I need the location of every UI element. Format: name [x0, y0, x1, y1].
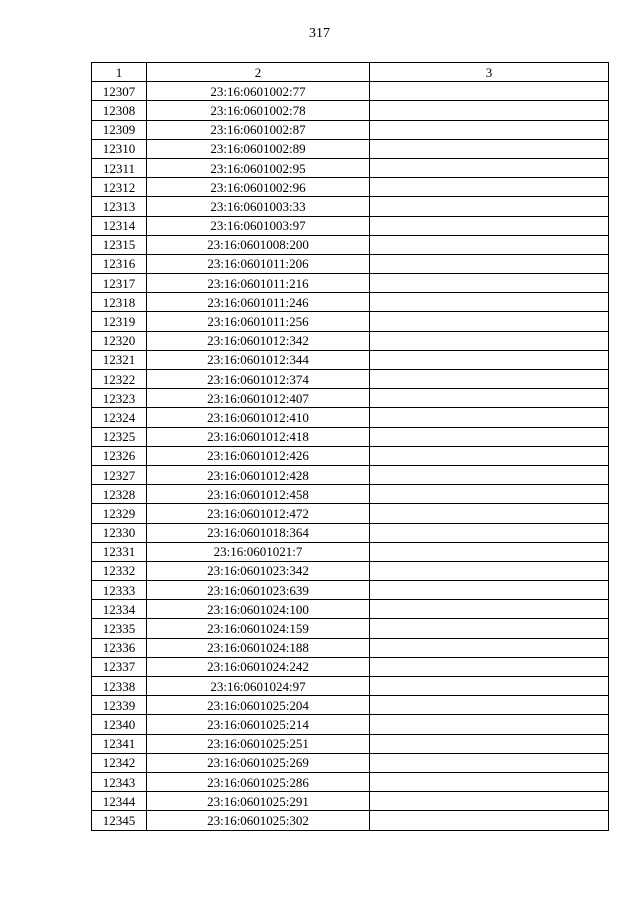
row-number-cell: 12339	[92, 696, 147, 715]
cadastral-number-cell: 23:16:0601012:418	[147, 427, 370, 446]
note-cell	[370, 254, 609, 273]
row-number-cell: 12328	[92, 485, 147, 504]
note-cell	[370, 446, 609, 465]
row-number-cell: 12312	[92, 178, 147, 197]
table-row	[92, 389, 609, 408]
note-cell	[370, 235, 609, 254]
row-number-cell: 12334	[92, 600, 147, 619]
column-header-3: 3	[370, 63, 609, 82]
row-number-cell: 12335	[92, 619, 147, 638]
note-cell	[370, 178, 609, 197]
table-row	[92, 235, 609, 254]
note-cell	[370, 101, 609, 120]
note-cell	[370, 197, 609, 216]
cadastral-number-cell: 23:16:0601024:159	[147, 619, 370, 638]
table-row	[92, 408, 609, 427]
registry-table	[91, 62, 609, 831]
table-row	[92, 542, 609, 561]
note-cell	[370, 792, 609, 811]
cadastral-number-cell: 23:16:0601012:410	[147, 408, 370, 427]
row-number-cell: 12326	[92, 446, 147, 465]
cadastral-number-cell: 23:16:0601024:242	[147, 657, 370, 676]
table-row	[92, 139, 609, 158]
note-cell	[370, 216, 609, 235]
note-cell	[370, 331, 609, 350]
table-row	[92, 753, 609, 772]
table-row	[92, 101, 609, 120]
note-cell	[370, 772, 609, 791]
row-number-cell: 12336	[92, 638, 147, 657]
row-number-cell: 12337	[92, 657, 147, 676]
row-number-cell: 12308	[92, 101, 147, 120]
table-row	[92, 485, 609, 504]
note-cell	[370, 139, 609, 158]
row-number-cell: 12342	[92, 753, 147, 772]
note-cell	[370, 677, 609, 696]
row-number-cell: 12322	[92, 370, 147, 389]
table-row	[92, 561, 609, 580]
table-row	[92, 293, 609, 312]
note-cell	[370, 715, 609, 734]
table-body	[92, 82, 609, 830]
table-row	[92, 158, 609, 177]
note-cell	[370, 811, 609, 830]
table-row	[92, 82, 609, 101]
table-row	[92, 331, 609, 350]
note-cell	[370, 696, 609, 715]
cadastral-number-cell: 23:16:0601018:364	[147, 523, 370, 542]
row-number-cell: 12315	[92, 235, 147, 254]
cadastral-number-cell: 23:16:0601002:95	[147, 158, 370, 177]
cadastral-number-cell: 23:16:0601025:302	[147, 811, 370, 830]
note-cell	[370, 485, 609, 504]
cadastral-number-cell: 23:16:0601012:426	[147, 446, 370, 465]
row-number-cell: 12318	[92, 293, 147, 312]
cadastral-number-cell: 23:16:0601012:342	[147, 331, 370, 350]
cadastral-number-cell: 23:16:0601025:291	[147, 792, 370, 811]
row-number-cell: 12331	[92, 542, 147, 561]
row-number-cell: 12319	[92, 312, 147, 331]
cadastral-number-cell: 23:16:0601008:200	[147, 235, 370, 254]
cadastral-number-cell: 23:16:0601012:458	[147, 485, 370, 504]
cadastral-number-cell: 23:16:0601011:206	[147, 254, 370, 273]
cadastral-number-cell: 23:16:0601024:97	[147, 677, 370, 696]
cadastral-number-cell: 23:16:0601011:246	[147, 293, 370, 312]
note-cell	[370, 312, 609, 331]
note-cell	[370, 542, 609, 561]
note-cell	[370, 523, 609, 542]
table-row	[92, 657, 609, 676]
table-row	[92, 811, 609, 830]
row-number-cell: 12345	[92, 811, 147, 830]
table-row	[92, 581, 609, 600]
row-number-cell: 12327	[92, 465, 147, 484]
table-row	[92, 734, 609, 753]
row-number-cell: 12316	[92, 254, 147, 273]
note-cell	[370, 274, 609, 293]
note-cell	[370, 465, 609, 484]
table-row	[92, 715, 609, 734]
cadastral-number-cell: 23:16:0601025:204	[147, 696, 370, 715]
table-header-row	[92, 63, 609, 82]
cadastral-number-cell: 23:16:0601012:374	[147, 370, 370, 389]
note-cell	[370, 504, 609, 523]
table-row	[92, 523, 609, 542]
table-row	[92, 465, 609, 484]
column-header-1: 1	[92, 63, 147, 82]
cadastral-number-cell: 23:16:0601012:344	[147, 350, 370, 369]
table-row	[92, 197, 609, 216]
table-row	[92, 696, 609, 715]
note-cell	[370, 120, 609, 139]
cadastral-number-cell: 23:16:0601002:77	[147, 82, 370, 101]
cadastral-number-cell: 23:16:0601024:188	[147, 638, 370, 657]
cadastral-number-cell: 23:16:0601011:216	[147, 274, 370, 293]
table-row	[92, 178, 609, 197]
row-number-cell: 12309	[92, 120, 147, 139]
note-cell	[370, 619, 609, 638]
note-cell	[370, 638, 609, 657]
note-cell	[370, 734, 609, 753]
note-cell	[370, 657, 609, 676]
column-header-2: 2	[147, 63, 370, 82]
cadastral-number-cell: 23:16:0601011:256	[147, 312, 370, 331]
table-row	[92, 677, 609, 696]
row-number-cell: 12323	[92, 389, 147, 408]
row-number-cell: 12332	[92, 561, 147, 580]
table-row	[92, 312, 609, 331]
row-number-cell: 12311	[92, 158, 147, 177]
cadastral-number-cell: 23:16:0601025:251	[147, 734, 370, 753]
cadastral-number-cell: 23:16:0601025:269	[147, 753, 370, 772]
note-cell	[370, 581, 609, 600]
table-row	[92, 504, 609, 523]
cadastral-number-cell: 23:16:0601002:89	[147, 139, 370, 158]
note-cell	[370, 350, 609, 369]
cadastral-number-cell: 23:16:0601003:97	[147, 216, 370, 235]
note-cell	[370, 408, 609, 427]
table-row	[92, 619, 609, 638]
note-cell	[370, 753, 609, 772]
table-row	[92, 274, 609, 293]
row-number-cell: 12344	[92, 792, 147, 811]
row-number-cell: 12333	[92, 581, 147, 600]
cadastral-number-cell: 23:16:0601012:472	[147, 504, 370, 523]
cadastral-number-cell: 23:16:0601021:7	[147, 542, 370, 561]
cadastral-number-cell: 23:16:0601003:33	[147, 197, 370, 216]
note-cell	[370, 293, 609, 312]
table-row	[92, 254, 609, 273]
cadastral-number-cell: 23:16:0601023:639	[147, 581, 370, 600]
note-cell	[370, 158, 609, 177]
table-row	[92, 427, 609, 446]
table-row	[92, 772, 609, 791]
cadastral-number-cell: 23:16:0601023:342	[147, 561, 370, 580]
row-number-cell: 12329	[92, 504, 147, 523]
note-cell	[370, 82, 609, 101]
row-number-cell: 12338	[92, 677, 147, 696]
row-number-cell: 12314	[92, 216, 147, 235]
row-number-cell: 12341	[92, 734, 147, 753]
table-row	[92, 120, 609, 139]
row-number-cell: 12340	[92, 715, 147, 734]
cadastral-number-cell: 23:16:0601002:78	[147, 101, 370, 120]
row-number-cell: 12317	[92, 274, 147, 293]
table-row	[92, 638, 609, 657]
cadastral-number-cell: 23:16:0601024:100	[147, 600, 370, 619]
row-number-cell: 12325	[92, 427, 147, 446]
row-number-cell: 12313	[92, 197, 147, 216]
row-number-cell: 12343	[92, 772, 147, 791]
row-number-cell: 12324	[92, 408, 147, 427]
table-row	[92, 216, 609, 235]
table-row	[92, 350, 609, 369]
cadastral-number-cell: 23:16:0601012:428	[147, 465, 370, 484]
table-row	[92, 370, 609, 389]
row-number-cell: 12321	[92, 350, 147, 369]
row-number-cell: 12307	[92, 82, 147, 101]
table-row	[92, 446, 609, 465]
note-cell	[370, 600, 609, 619]
note-cell	[370, 561, 609, 580]
note-cell	[370, 427, 609, 446]
cadastral-number-cell: 23:16:0601002:87	[147, 120, 370, 139]
note-cell	[370, 370, 609, 389]
page-number: 317	[309, 26, 330, 41]
cadastral-number-cell: 23:16:0601002:96	[147, 178, 370, 197]
row-number-cell: 12310	[92, 139, 147, 158]
table-row	[92, 792, 609, 811]
row-number-cell: 12330	[92, 523, 147, 542]
cadastral-number-cell: 23:16:0601025:286	[147, 772, 370, 791]
note-cell	[370, 389, 609, 408]
table-row	[92, 600, 609, 619]
cadastral-number-cell: 23:16:0601012:407	[147, 389, 370, 408]
row-number-cell: 12320	[92, 331, 147, 350]
cadastral-number-cell: 23:16:0601025:214	[147, 715, 370, 734]
